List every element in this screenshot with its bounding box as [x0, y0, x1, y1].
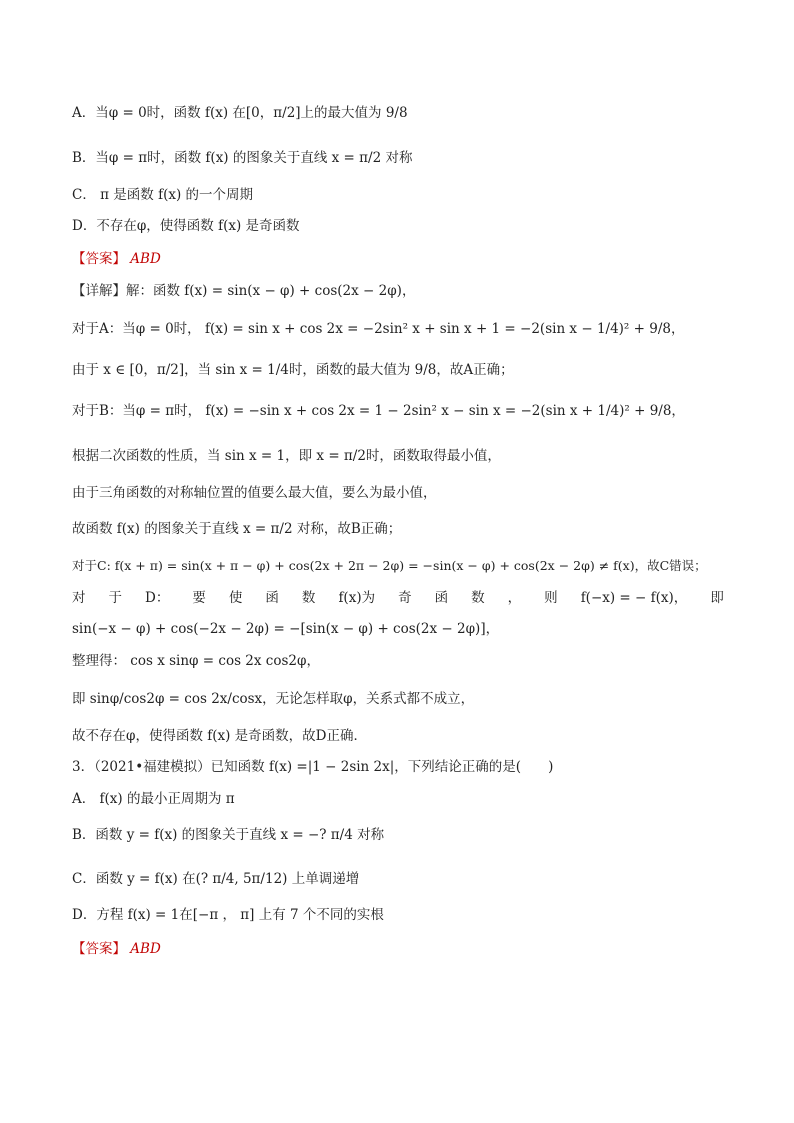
explanation-b-2: 根据二次函数的性质，当 sin x = 1，即 x = π/2时，函数取得最小值， — [72, 448, 501, 464]
d-row-word: D： — [145, 590, 170, 606]
option-b: B．当φ = π时，函数 f(x) 的图象关于直线 x = π/2 对称 — [72, 150, 413, 166]
answer-label: 【答案】 — [72, 251, 126, 267]
explanation-b-3: 由于三角函数的对称轴位置的值要么最大值，要么为最小值， — [72, 485, 437, 501]
option-d: D．不存在φ，使得函数 f(x) 是奇函数 — [72, 218, 300, 234]
d-row-word: 使 — [228, 590, 243, 606]
explanation-b-4: 故函数 f(x) 的图象关于直线 x = π/2 对称，故B正确； — [72, 521, 402, 537]
d-row-word: 要 — [192, 590, 206, 606]
answer-value: ABD — [130, 251, 161, 267]
answer-value: ABD — [130, 941, 161, 957]
explanation-d-3: 整理得： cos x sinφ = cos 2x cos2φ， — [72, 653, 320, 669]
d-row-word: 数 — [301, 590, 316, 606]
explanation-a-2: 由于 x ∈ [0，π/2]，当 sin x = 1/4时，函数的最大值为 9/8，故A正确； — [72, 362, 514, 378]
explanation-c: 对于C: f(x + π) = sin(x + π − φ) + cos(2x + 2π − 2φ) = −sin(x − φ) + cos(2x − 2φ) ≠ f(x)，故C错误； — [72, 558, 707, 573]
explanation-intro: 【详解】解：函数 f(x) = sin(x − φ) + cos(2x − 2φ)， — [72, 283, 416, 299]
question-3-option-c: C．函数 y = f(x) 在(? π/4, 5π/12) 上单调递增 — [72, 871, 360, 887]
answer-line-1 — [72, 250, 161, 268]
question-3-option-a: A． f(x) 的最小正周期为 π — [72, 791, 235, 807]
answer-label: 【答案】 — [72, 941, 126, 957]
d-row-word: ， — [507, 590, 522, 606]
d-row-word: 数 — [471, 590, 485, 606]
option-a: A．当φ = 0时，函数 f(x) 在[0，π/2]上的最大值为 9/8 — [72, 105, 408, 121]
d-row-word: 即 — [710, 590, 724, 606]
d-row-word: 函 — [265, 590, 279, 606]
explanation-d-4: 即 sinφ/cos2φ = cos 2x/cosx，无论怎样取φ，关系式都不成立， — [72, 691, 475, 707]
d-row-word: f(x)为 — [338, 590, 376, 606]
option-c: C． π 是函数 f(x) 的一个周期 — [72, 187, 254, 203]
question-3-option-b: B．函数 y = f(x) 的图象关于直线 x = −? π/4 对称 — [72, 827, 385, 843]
d-row-word: 于 — [108, 590, 123, 606]
explanation-d-5: 故不存在φ，使得函数 f(x) 是奇函数，故D正确． — [72, 728, 368, 744]
d-row-word: 则 — [544, 590, 558, 606]
d-row-word: f(−x) = − f(x)， — [580, 590, 688, 606]
d-row-word: 奇 — [398, 590, 412, 606]
explanation-a-1: 对于A：当φ = 0时， f(x) = sin x + cos 2x = −2sin² x + sin x + 1 = −2(sin x − 1/4)² + 9/8， — [72, 321, 685, 337]
explanation-b-1: 对于B：当φ = π时， f(x) = −sin x + cos 2x = 1 − 2sin² x − sin x = −2(sin x + 1/4)² + 9/8， — [72, 403, 685, 419]
d-row-word: 对 — [72, 590, 86, 606]
answer-line-2 — [72, 940, 161, 958]
explanation-d-2: sin(−x − φ) + cos(−2x − 2φ) = −[sin(x − φ) + cos(2x − 2φ)]， — [72, 621, 500, 637]
explanation-d-1 — [72, 589, 724, 607]
question-3-option-d: D．方程 f(x) = 1在[−π ， π] 上有 7 个不同的实根 — [72, 907, 384, 923]
question-3-stem: 3．（2021•福建模拟）已知函数 f(x) =|1 − 2sin 2x|，下列结论正确的是( ) — [72, 759, 554, 775]
d-row-word: 函 — [434, 590, 449, 606]
